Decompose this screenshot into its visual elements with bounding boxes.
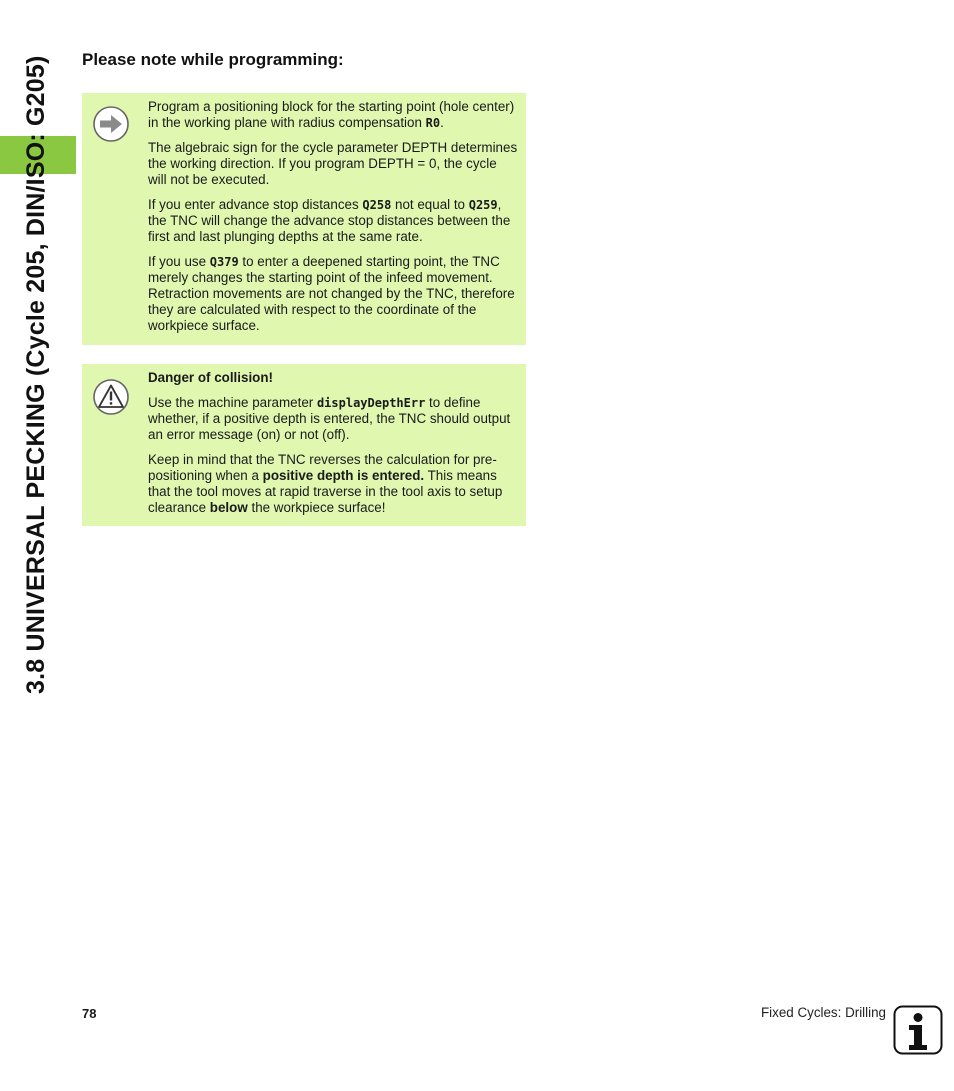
hint-paragraph-2: The algebraic sign for the cycle parameter DEPTH determines the working direction. If you program DEPTH = 0, the cycle will not be executed. [148,140,518,187]
chapter-title: Fixed Cycles: Drilling [760,1005,886,1020]
warning-paragraph-2: Keep in mind that the TNC reverses the calculation for pre-positioning when a positive depth is entered. This means that the tool moves at rapid traverse in the tool axis to setup clearance below the workpiece surface! [148,452,503,515]
warning-paragraph-1: Use the machine parameter displayDepthErr to define whether, if a positive depth is entered, the TNC should output an error message (on) or not (off). [148,395,511,442]
warning-text [148,370,518,525]
arrow-right-icon [92,105,130,143]
hint-box [82,93,526,345]
hint-paragraph-3: If you enter advance stop distances Q258 not equal to Q259, the TNC will change the advance stop distances between the first and last plunging depths at the same rate. [148,197,511,244]
section-title-vertical: 3.8 UNIVERSAL PECKING (Cycle 205, DIN/ISO: G205) [22,55,50,694]
info-icon[interactable] [893,1005,943,1055]
hint-paragraph-1: Program a positioning block for the starting point (hole center) in the working plane with radius compensation R0. [148,99,515,130]
page-number: 78 [82,1006,97,1021]
hint-paragraph-4: If you use Q379 to enter a deepened starting point, the TNC merely changes the starting point of the infeed movement. Retraction movements are not changed by the TNC, therefore they are calculated with respect to the coordinate of the workpiece surface. [148,254,515,333]
page-heading: Please note while programming: [82,50,344,69]
warning-box [82,364,526,526]
warning-triangle-icon [92,378,130,416]
warning-title: Danger of collision! [148,370,273,385]
hint-text [148,99,518,343]
